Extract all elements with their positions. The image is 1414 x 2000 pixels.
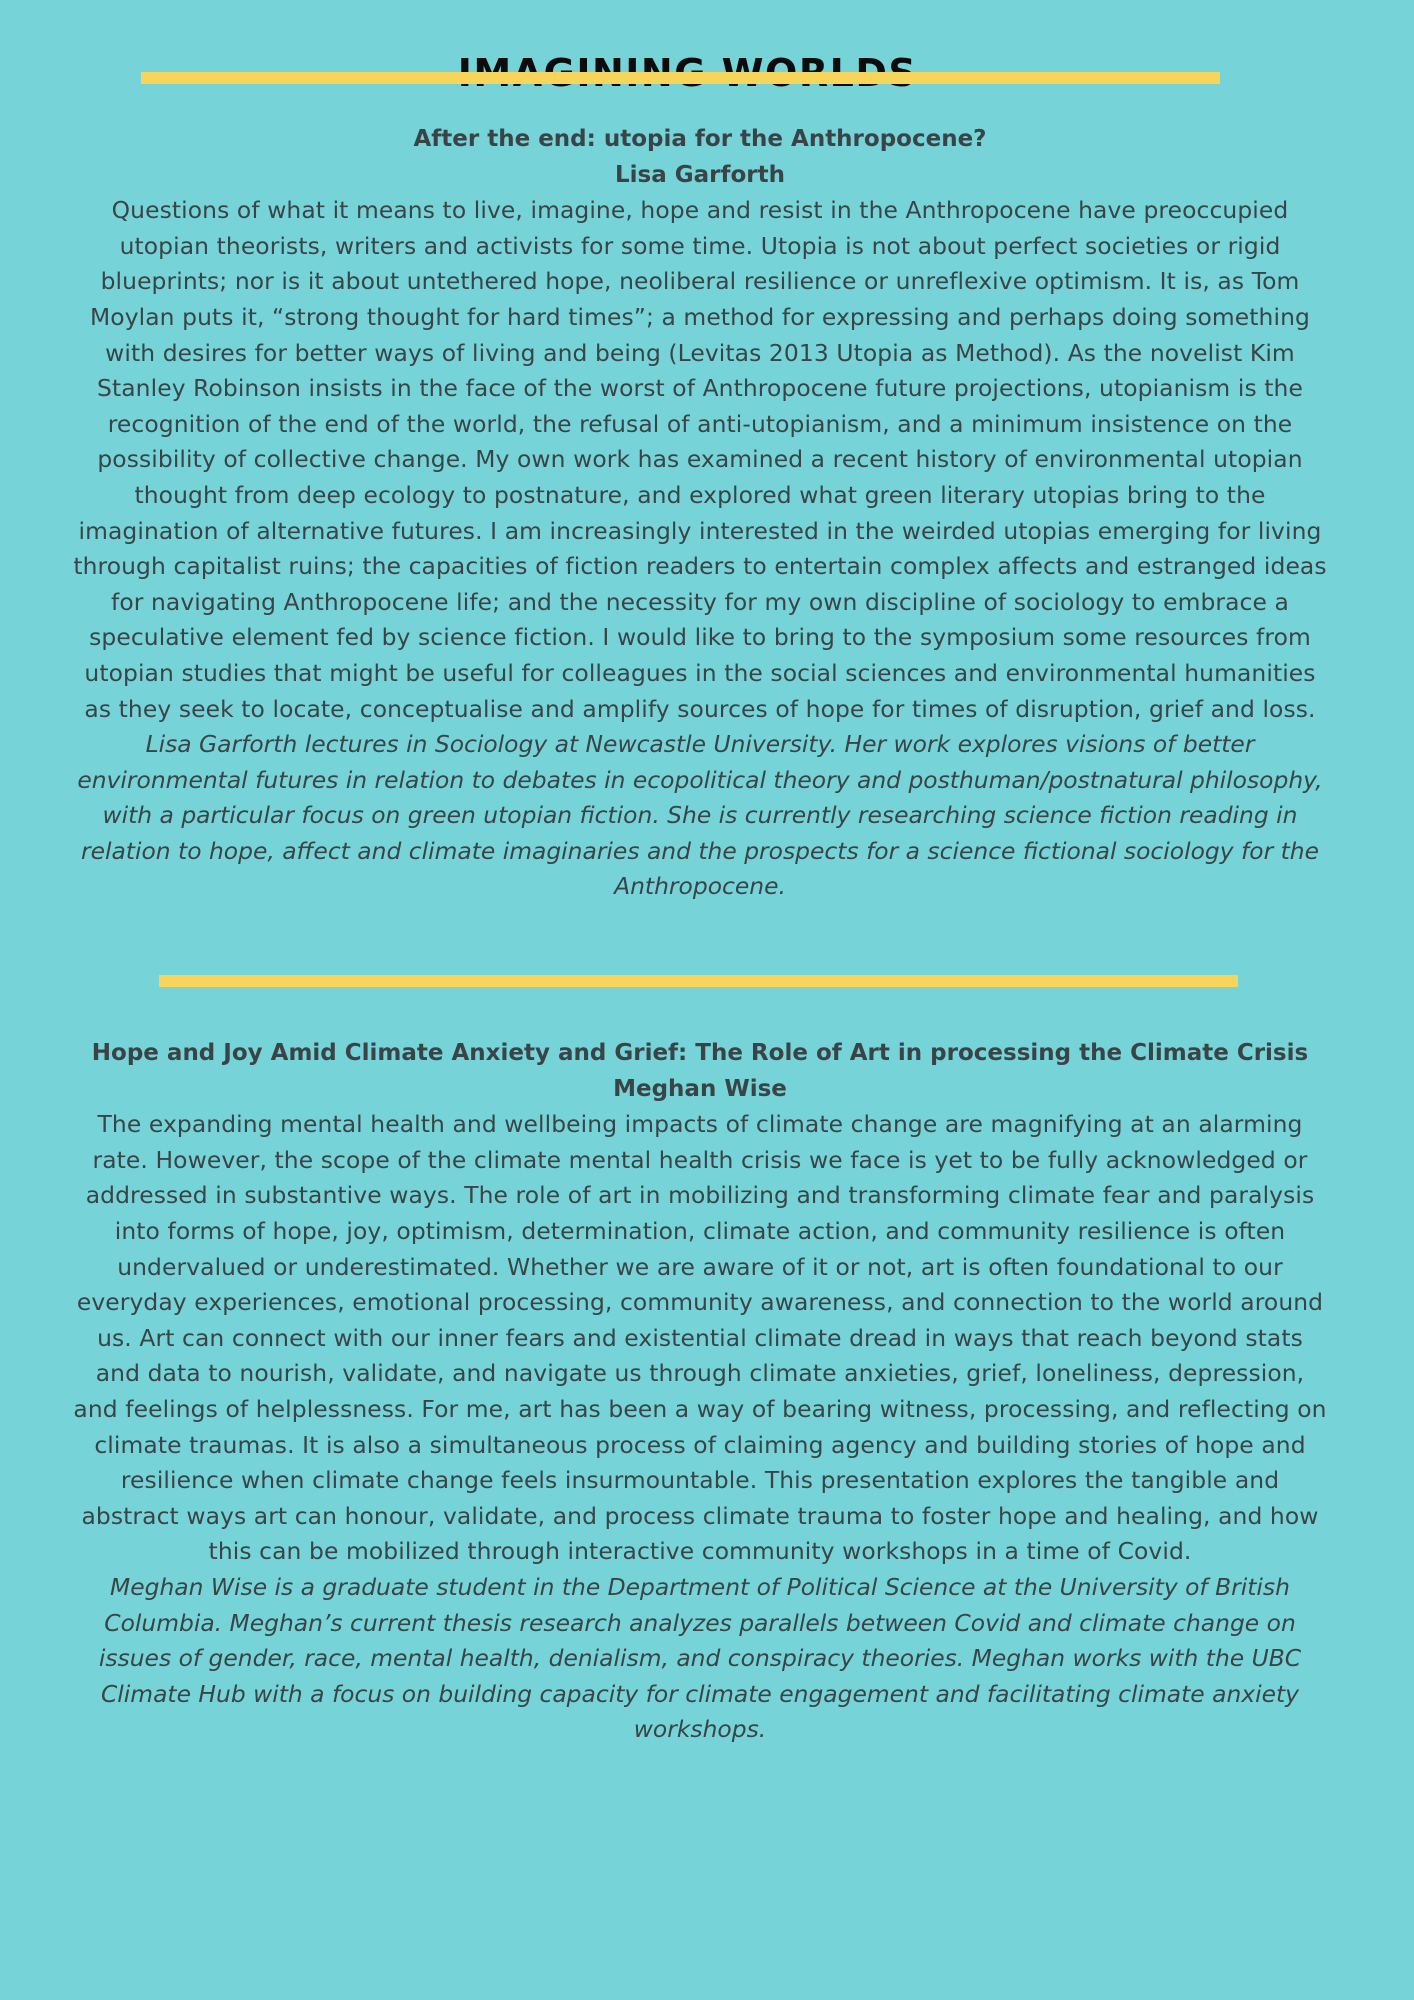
section-divider	[159, 975, 1238, 987]
title-divider	[141, 72, 1220, 84]
speaker-bio: Lisa Garforth lectures in Sociology at Newcastle University. Her work explores visions of better environmental futures in relation to debates in ecopolitical theory and posthuman/postnatural philosophy, with a particular focus on green utopian fiction. She is currently researching science fiction reading in relation to hope, affect and climate imaginaries and the prospects for a science fictional sociology for the Anthropocene.	[77, 730, 1323, 901]
talk-garforth	[72, 122, 1328, 905]
talk-title: Hope and Joy Amid Climate Anxiety and Grief: The Role of Art in processing the Climate Crisis	[91, 1040, 1309, 1066]
talk-title: After the end: utopia for the Anthropocene?	[413, 126, 987, 152]
talk-wise	[72, 1036, 1328, 1748]
speaker-name: Meghan Wise	[613, 1075, 787, 1102]
speaker-bio: Meghan Wise is a graduate student in the Department of Political Science at the University of British Columbia. Meghan’s current thesis research analyzes parallels between Covid and climate change on issues of gender, race, mental health, denialism, and conspiracy theories. Meghan works with the UBC Climate Hub with a focus on building capacity for climate engagement and facilitating climate anxiety workshops.	[98, 1572, 1302, 1744]
speaker-name: Lisa Garforth	[614, 161, 786, 188]
talk-abstract: Questions of what it means to live, imagine, hope and resist in the Anthropocene have preoccupied utopian theorists, writers and activists for some time. Utopia is not about perfect societies or rigid blueprints; nor is it about untethered hope, neoliberal resilience or unreflexive optimism. It is, as Tom Moylan puts it, “strong thought for hard times”; a method for expressing and perhaps doing something with desires for better ways of living and being (Levitas 2013 Utopia as Method). As the novelist Kim Stanley Robinson insists in the face of the worst of Anthropocene future projections, utopianism is the recognition of the end of the world, the refusal of anti-utopianism, and a minimum insistence on the possibility of collective change. My own work has examined a recent history of environmental utopian thought from deep ecology to postnature, and explored what green literary utopias bring to the imagination of alternative futures. I am increasingly interested in the weirded utopias emerging for living through capitalist ruins; the capacities of fiction readers to entertain complex affects and estranged ideas for navigating Anthropocene life; and the necessity for my own discipline of sociology to embrace a speculative element fed by science fiction. I would like to bring to the symposium some resources from utopian studies that might be useful for colleagues in the social sciences and environmental humanities as they seek to locate, conceptualise and amplify sources of hope for times of disruption, grief and loss.	[73, 196, 1327, 723]
talk-abstract: The expanding mental health and wellbeing impacts of climate change are magnifying at an alarming rate. However, the scope of the climate mental health crisis we face is yet to be fully acknowledged or addressed in substantive ways. The role of art in mobilizing and transforming climate fear and paralysis into forms of hope, joy, optimism, determination, climate action, and community resilience is often undervalued or underestimated. Whether we are aware of it or not, art is often foundational to our everyday experiences, emotional processing, community awareness, and connection to the world around us. Art can connect with our inner fears and existential climate dread in ways that reach beyond stats and data to nourish, validate, and navigate us through climate anxieties, grief, loneliness, depression, and feelings of helplessness. For me, art has been a way of bearing witness, processing, and reflecting on climate traumas. It is also a simultaneous process of claiming agency and building stories of hope and resilience when climate change feels insurmountable. This presentation explores the tangible and abstract ways art can honour, validate, and process climate trauma to foster hope and healing, and how this can be mobilized through interactive community workshops in a time of Covid.	[73, 1110, 1327, 1566]
